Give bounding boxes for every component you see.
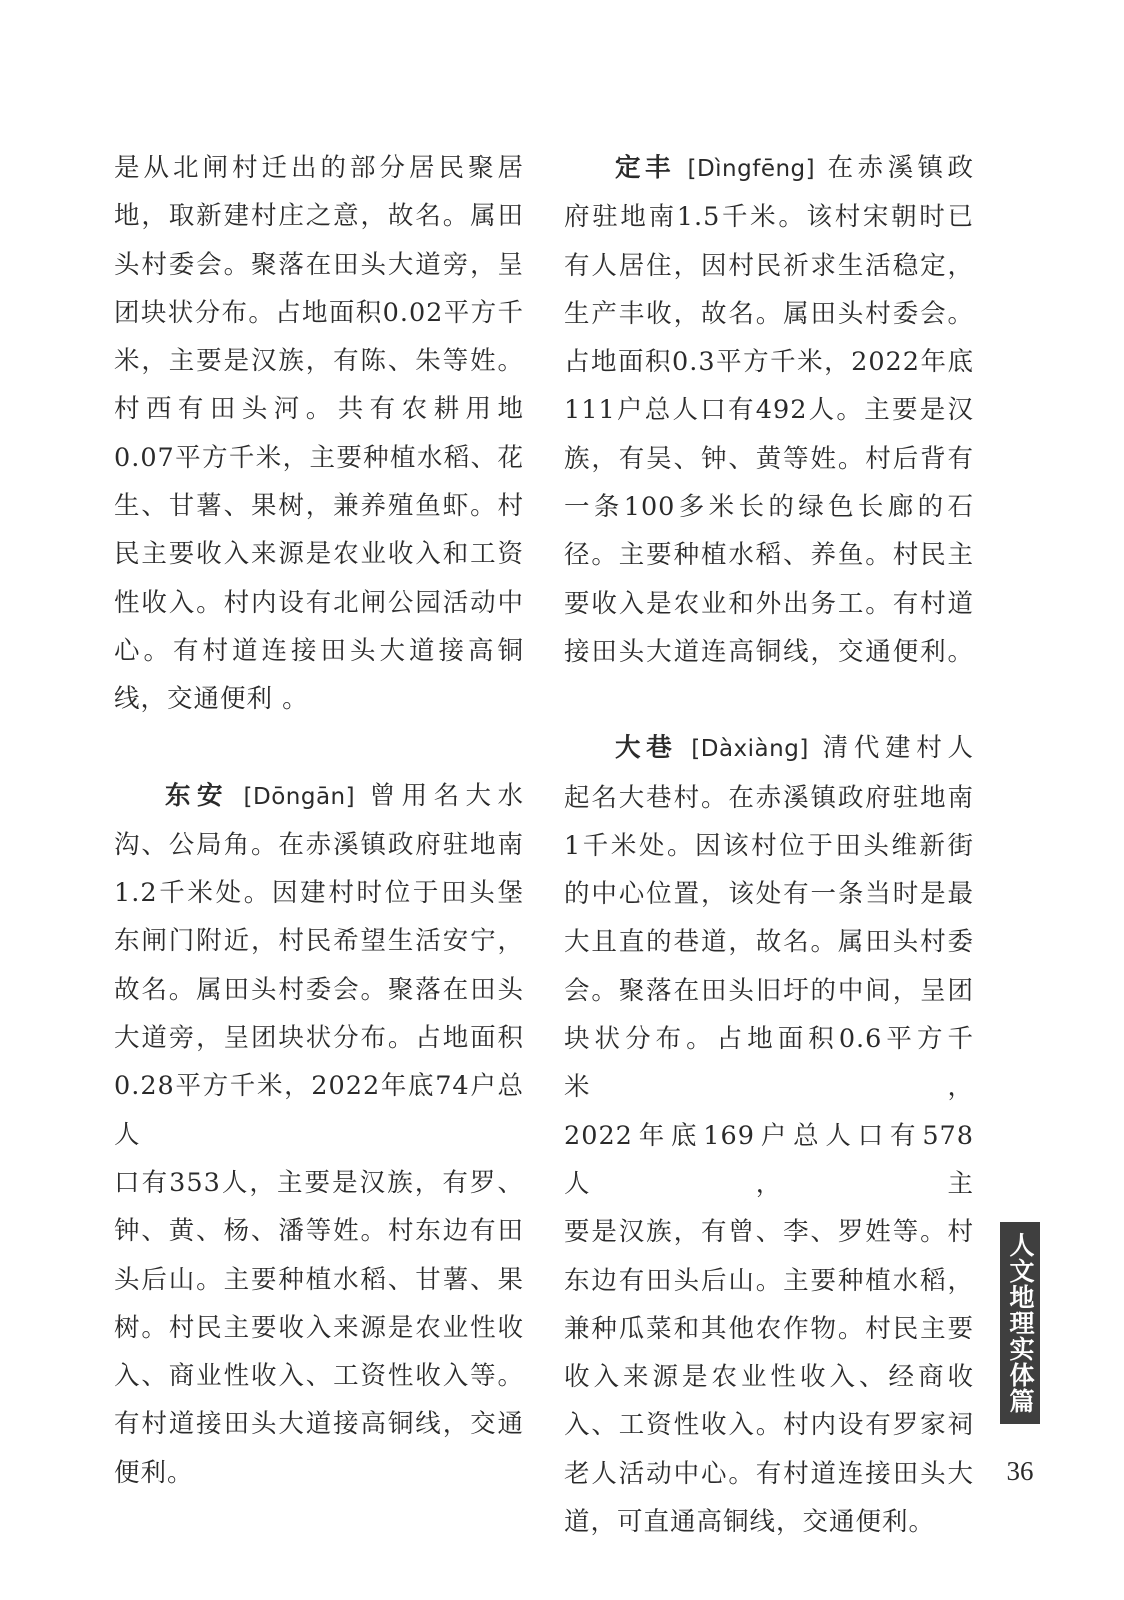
entry-first-line-text: 在赤溪镇政 bbox=[815, 153, 974, 183]
entry-pinyin: [Dōngān] bbox=[243, 783, 356, 810]
text-line-last: 线，交通便利 。 bbox=[114, 684, 309, 715]
entry-first-line bbox=[564, 724, 974, 773]
text-line: 会。聚落在田头旧圩的中间，呈团 bbox=[564, 975, 974, 1006]
text-line: 有村道接田头大道接高铜线，交通 bbox=[114, 1409, 524, 1440]
section-tab-label: 人文地理实体篇 bbox=[1006, 1232, 1035, 1414]
entry-first-line bbox=[564, 144, 974, 193]
text-line: 大道旁，呈团块状分布。占地面积 bbox=[114, 1023, 524, 1054]
text-line: 口有353人，主要是汉族，有罗、 bbox=[114, 1167, 524, 1198]
entry-dingfeng bbox=[564, 144, 974, 676]
right-column bbox=[564, 144, 974, 1546]
text-line: 0.28平方千米，2022年底74户总人 bbox=[114, 1071, 524, 1150]
text-line: 2022年底169户总人口有578人，主 bbox=[564, 1120, 974, 1199]
entry-name: 东安 bbox=[165, 780, 229, 811]
text-line-last: 接田头大道连高铜线，交通便利。 bbox=[564, 636, 974, 667]
text-line: 村西有田头河。共有农耕用地 bbox=[114, 394, 524, 425]
text-line: 树。村民主要收入来源是农业性收 bbox=[114, 1312, 524, 1343]
entry-first-line bbox=[114, 772, 524, 821]
text-line: 性收入。村内设有北闸公园活动中 bbox=[114, 587, 524, 618]
text-line: 东边有田头后山。主要种植水稻， bbox=[564, 1265, 974, 1296]
text-line: 1.2千米处。因建村时位于田头堡 bbox=[114, 878, 524, 909]
text-line: 心。有村道连接田头大道接高铜 bbox=[114, 635, 524, 666]
text-line: 沟、公局角。在赤溪镇政府驻地南 bbox=[114, 829, 524, 860]
text-line: 是从北闸村迁出的部分居民聚居 bbox=[114, 153, 524, 183]
text-line: 要是汉族，有曾、李、罗姓等。村 bbox=[564, 1217, 974, 1248]
text-line: 大且直的巷道，故名。属田头村委 bbox=[564, 927, 974, 958]
text-line: 入、工资性收入。村内设有罗家祠 bbox=[564, 1410, 974, 1441]
text-line: 钟、黄、杨、潘等姓。村东边有田 bbox=[114, 1216, 524, 1247]
text-line: 1千米处。因该村位于田头维新街 bbox=[564, 830, 974, 861]
entry-dongan bbox=[114, 772, 524, 1497]
continuation-paragraph bbox=[114, 144, 524, 724]
text-line: 头村委会。聚落在田头大道旁，呈 bbox=[114, 249, 524, 280]
text-line: 头后山。主要种植水稻、甘薯、果 bbox=[114, 1264, 524, 1295]
text-line: 收入来源是农业性收入、经商收 bbox=[564, 1362, 974, 1393]
section-side-tab bbox=[1000, 1222, 1040, 1424]
text-line: 入、商业性收入、工资性收入等。 bbox=[114, 1361, 524, 1392]
text-line: 东闸门附近，村民希望生活安宁， bbox=[114, 926, 524, 957]
text-line: 有人居住，因村民祈求生活稳定， bbox=[564, 250, 974, 281]
text-line: 径。主要种植水稻、养鱼。村民主 bbox=[564, 540, 974, 571]
text-line: 民主要收入来源是农业收入和工资 bbox=[114, 539, 524, 570]
text-line: 0.07平方千米，主要种植水稻、花 bbox=[114, 442, 524, 473]
text-line-last: 便利。 bbox=[114, 1457, 194, 1488]
text-line: 团块状分布。占地面积0.02平方千 bbox=[114, 297, 524, 328]
entry-first-line-text: 曾用名大水 bbox=[355, 780, 525, 811]
text-line-last: 道，可直通高铜线，交通便利。 bbox=[564, 1507, 936, 1538]
page-number: 36 bbox=[1006, 1456, 1034, 1486]
text-line: 府驻地南1.5千米。该村宋朝时已 bbox=[564, 202, 974, 233]
text-line: 兼种瓜菜和其他农作物。村民主要 bbox=[564, 1313, 974, 1344]
text-line: 要收入是农业和外出务工。有村道 bbox=[564, 588, 974, 619]
left-column bbox=[114, 144, 524, 1497]
text-line: 故名。属田头村委会。聚落在田头 bbox=[114, 974, 524, 1005]
entry-name: 大巷 bbox=[615, 733, 678, 764]
entry-daxiang bbox=[564, 724, 974, 1546]
entry-pinyin: [Dìngfēng] bbox=[687, 156, 816, 182]
text-line: 的中心位置，该处有一条当时是最 bbox=[564, 879, 974, 910]
entry-name: 定丰 bbox=[615, 153, 675, 183]
entry-pinyin: [Dàxiàng] bbox=[691, 736, 809, 763]
text-line: 族，有吴、钟、黄等姓。村后背有 bbox=[564, 443, 974, 474]
text-line: 米，主要是汉族，有陈、朱等姓。 bbox=[114, 346, 524, 377]
text-line: 生、甘薯、果树，兼养殖鱼虾。村 bbox=[114, 491, 524, 522]
text-line: 块状分布。占地面积0.6平方千米， bbox=[564, 1024, 974, 1103]
text-line: 老人活动中心。有村道连接田头大 bbox=[564, 1458, 974, 1489]
text-line: 生产丰收，故名。属田头村委会。 bbox=[564, 298, 974, 329]
text-line: 占地面积0.3平方千米，2022年底 bbox=[564, 347, 974, 378]
entry-first-line-text: 清代建村人 bbox=[808, 733, 974, 764]
text-line: 111户总人口有492人。主要是汉 bbox=[564, 395, 974, 426]
text-line: 起名大巷村。在赤溪镇政府驻地南 bbox=[564, 782, 974, 813]
text-line: 一条100多米长的绿色长廊的石 bbox=[564, 492, 974, 523]
text-line: 地，取新建村庄之意，故名。属田 bbox=[114, 201, 524, 232]
